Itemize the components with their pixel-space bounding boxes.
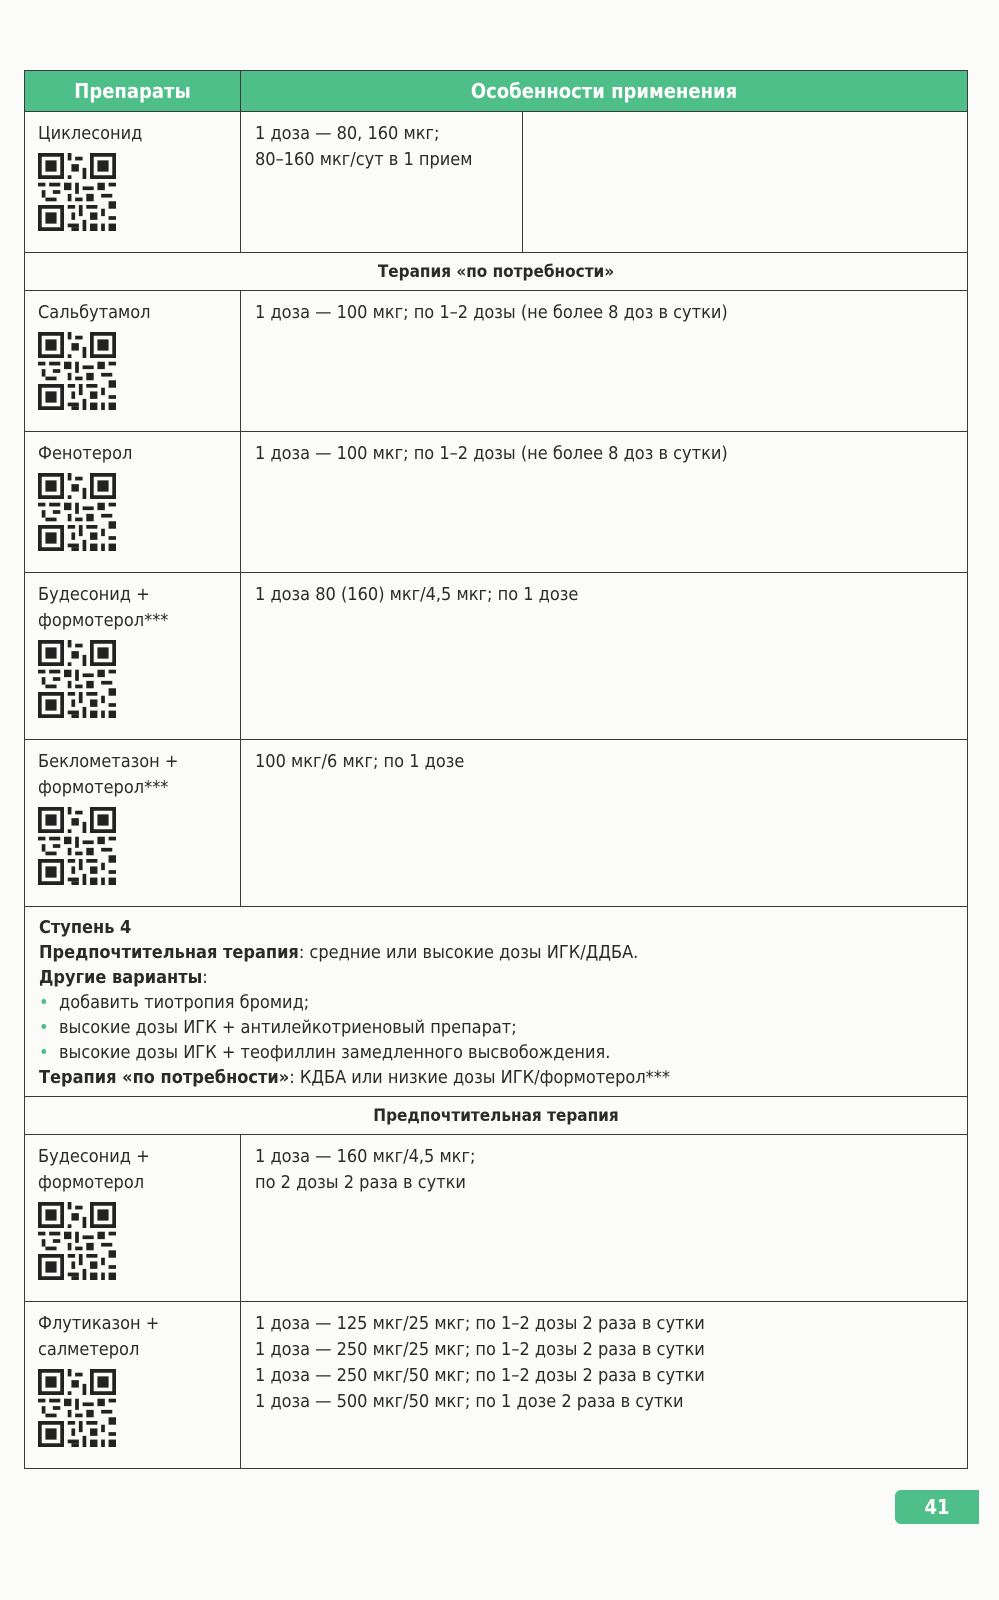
usage-cell [241, 112, 523, 252]
usage-cell [241, 573, 967, 739]
step4-ondemand-label: Терапия «по потребности» [39, 1067, 290, 1088]
list-item [39, 1015, 967, 1040]
step4-preferred-label: Предпочтительная терапия [39, 942, 299, 963]
step4-title: Ступень 4 [39, 917, 132, 938]
qr-code-icon[interactable] [38, 807, 116, 885]
usage-line: 1 доза — 250 мкг/25 мкг; по 1–2 дозы 2 раза в сутки [255, 1339, 705, 1360]
header-usage: Особенности применения [470, 79, 738, 103]
usage-line: 100 мкг/6 мкг; по 1 дозе [255, 751, 465, 772]
usage-line: 1 доза — 100 мкг; по 1–2 дозы (не более 8 доз в сутки) [255, 302, 728, 323]
drug-cell [25, 112, 241, 252]
usage-line: 1 доза — 80, 160 мкг; [255, 123, 440, 144]
header-drugs: Препараты [25, 71, 241, 111]
usage-cell [241, 432, 967, 572]
table-row [25, 290, 967, 431]
drug-name: Сальбутамол [38, 302, 151, 323]
step4-other-label: Другие варианты [39, 967, 203, 988]
drug-cell [25, 740, 241, 906]
qr-code-icon[interactable] [38, 1202, 116, 1280]
section-on-demand: Терапия «по потребности» [25, 252, 967, 290]
usage-cell [241, 740, 967, 906]
qr-code-icon[interactable] [38, 1369, 116, 1447]
drug-cell [25, 291, 241, 431]
table-row [25, 111, 967, 252]
step4-other-colon: : [202, 967, 208, 988]
bullet-text: высокие дозы ИГК + антилейкотриеновый препарат; [59, 1017, 517, 1038]
section-preferred: Предпочтительная терапия [25, 1096, 967, 1134]
qr-code-icon[interactable] [38, 640, 116, 718]
drug-name: формотерол*** [38, 610, 169, 631]
usage-line: 1 доза — 100 мкг; по 1–2 дозы (не более 8 доз в сутки) [255, 443, 728, 464]
step4-block [25, 906, 967, 1096]
drug-name: Будесонид + [38, 584, 150, 605]
table-row [25, 1134, 967, 1301]
table-header [25, 71, 967, 111]
usage-cell [241, 1135, 967, 1301]
drug-cell [25, 432, 241, 572]
drug-cell [25, 1135, 241, 1301]
qr-code-icon[interactable] [38, 473, 116, 551]
dosage-table [24, 70, 968, 1469]
usage-line: 80–160 мкг/сут в 1 прием [255, 149, 473, 170]
page-number: 41 [895, 1490, 979, 1524]
bullet-icon: • [39, 1042, 49, 1063]
list-item [39, 990, 967, 1015]
bullet-text: высокие дозы ИГК + теофиллин замедленного высвобождения. [59, 1042, 611, 1063]
usage-line: по 2 дозы 2 раза в сутки [255, 1172, 466, 1193]
step4-preferred-text: : средние или высокие дозы ИГК/ДДБА. [298, 942, 639, 963]
drug-name: Фенотерол [38, 443, 133, 464]
table-row [25, 431, 967, 572]
list-item [39, 1040, 967, 1065]
usage-line: 1 доза — 250 мкг/50 мкг; по 1–2 дозы 2 раза в сутки [255, 1365, 705, 1386]
drug-name: Будесонид + [38, 1146, 150, 1167]
bullet-icon: • [39, 992, 49, 1013]
drug-name: салметерол [38, 1339, 140, 1360]
usage-line: 1 доза 80 (160) мкг/4,5 мкг; по 1 дозе [255, 584, 579, 605]
empty-cell [523, 112, 967, 252]
usage-line: 1 доза — 125 мкг/25 мкг; по 1–2 дозы 2 раза в сутки [255, 1313, 705, 1334]
drug-cell [25, 1302, 241, 1468]
usage-cell [241, 1302, 967, 1468]
usage-line: 1 доза — 500 мкг/50 мкг; по 1 дозе 2 раза в сутки [255, 1391, 684, 1412]
drug-name: формотерол*** [38, 777, 169, 798]
bullet-text: добавить тиотропия бромид; [59, 992, 310, 1013]
drug-name: Циклесонид [38, 123, 143, 144]
usage-cell [241, 291, 967, 431]
qr-code-icon[interactable] [38, 153, 116, 231]
drug-name: Беклометазон + [38, 751, 179, 772]
table-row [25, 1301, 967, 1468]
table-row [25, 572, 967, 739]
usage-line: 1 доза — 160 мкг/4,5 мкг; [255, 1146, 476, 1167]
qr-code-icon[interactable] [38, 332, 116, 410]
drug-name: формотерол [38, 1172, 145, 1193]
table-row [25, 739, 967, 906]
step4-ondemand-text: : КДБА или низкие дозы ИГК/формотерол*** [289, 1067, 670, 1088]
drug-cell [25, 573, 241, 739]
bullet-icon: • [39, 1017, 49, 1038]
drug-name: Флутиказон + [38, 1313, 160, 1334]
